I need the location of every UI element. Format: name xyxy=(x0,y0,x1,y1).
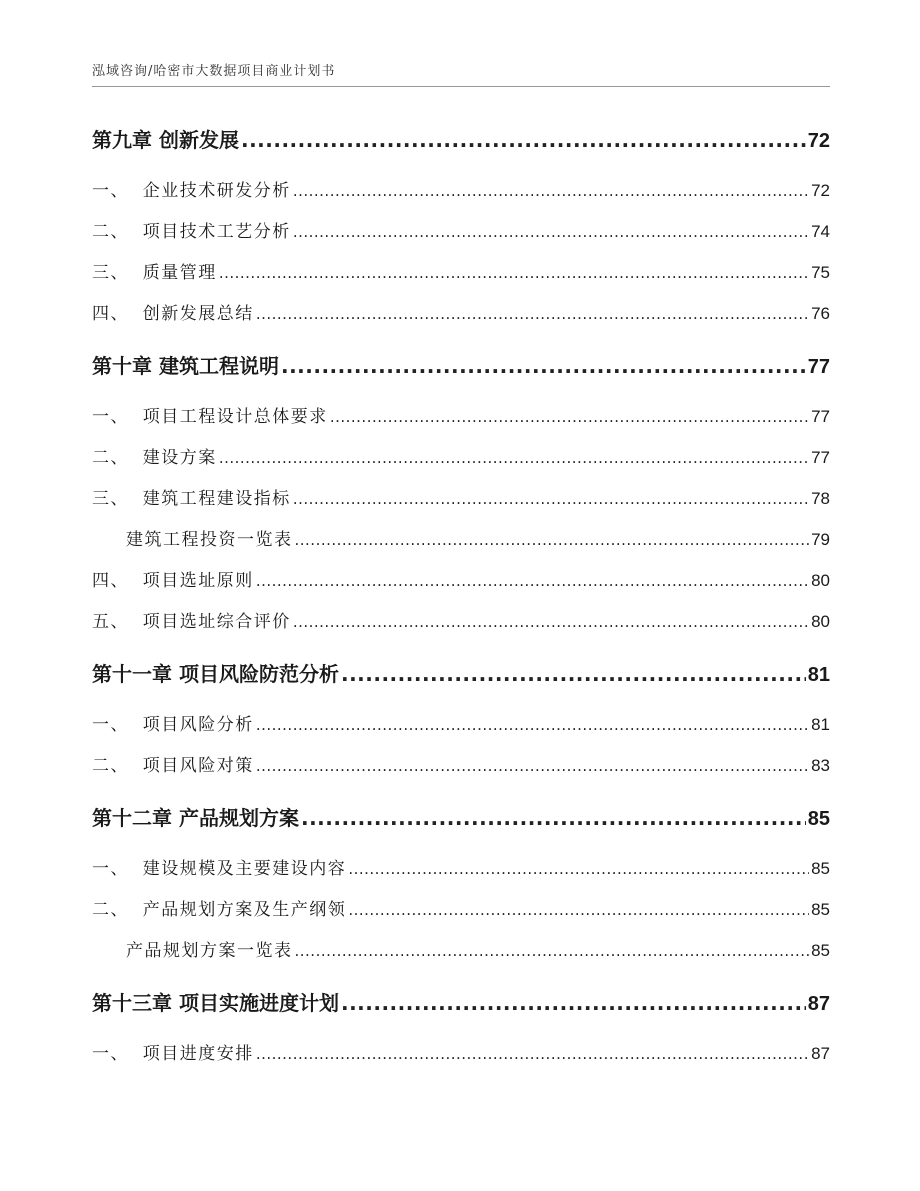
toc-page-number: 74 xyxy=(811,222,830,241)
toc-section-entry[interactable] xyxy=(126,936,830,962)
toc-page-number: 87 xyxy=(811,1044,830,1063)
toc-leader-dots xyxy=(341,991,806,1015)
toc-entry-label: 二、 项目技术工艺分析 xyxy=(92,222,291,242)
toc-page-number: 80 xyxy=(811,571,830,590)
running-header: 泓域咨询/哈密市大数据项目商业计划书 xyxy=(92,64,336,79)
toc-entry-label: 四、 项目选址原则 xyxy=(92,571,254,591)
toc-leader-dots xyxy=(293,490,809,508)
toc-entry-label: 一、 项目风险分析 xyxy=(92,715,254,735)
toc-entry-label: 第九章 创新发展 xyxy=(92,128,239,152)
toc-leader-dots xyxy=(241,128,806,152)
toc-section-entry[interactable] xyxy=(92,484,830,510)
toc-entry-label: 第十一章 项目风险防范分析 xyxy=(92,662,339,686)
toc-leader-dots xyxy=(256,305,809,323)
toc-leader-dots xyxy=(256,1045,809,1063)
toc-leader-dots xyxy=(219,264,809,282)
toc-leader-dots xyxy=(295,942,810,960)
toc-entry-label: 二、 产品规划方案及生产纲领 xyxy=(92,900,347,920)
toc-section-entry[interactable] xyxy=(92,710,830,736)
toc-chapter-entry[interactable] xyxy=(92,124,830,154)
toc-leader-dots xyxy=(341,662,806,686)
toc-entry-label: 五、 项目选址综合评价 xyxy=(92,612,291,632)
toc-page-number: 78 xyxy=(811,489,830,508)
toc-page-number: 81 xyxy=(811,715,830,734)
toc-entry-label: 一、 企业技术研发分析 xyxy=(92,181,291,201)
toc-entry-label: 二、 项目风险对策 xyxy=(92,756,254,776)
toc-entry-label: 第十二章 产品规划方案 xyxy=(92,806,299,830)
toc-section-entry[interactable] xyxy=(126,525,830,551)
toc-page-number: 85 xyxy=(811,900,830,919)
toc-leader-dots xyxy=(293,182,809,200)
toc-page-number: 85 xyxy=(811,859,830,878)
toc-leader-dots xyxy=(256,716,809,734)
toc-chapter-entry[interactable] xyxy=(92,802,830,832)
toc-section-entry[interactable] xyxy=(92,299,830,325)
toc-leader-dots xyxy=(330,408,809,426)
toc-entry-label: 一、 项目进度安排 xyxy=(92,1044,254,1064)
toc-section-entry[interactable] xyxy=(92,895,830,921)
toc-entry-label: 二、 建设方案 xyxy=(92,448,217,468)
toc-section-entry[interactable] xyxy=(92,258,830,284)
toc-leader-dots xyxy=(295,531,810,549)
toc-section-entry[interactable] xyxy=(92,854,830,880)
toc-leader-dots xyxy=(348,860,809,878)
toc-leader-dots xyxy=(256,757,809,775)
toc-leader-dots xyxy=(256,572,809,590)
header-rule xyxy=(92,86,830,87)
toc-entry-label: 产品规划方案一览表 xyxy=(126,941,293,961)
toc-section-entry[interactable] xyxy=(92,176,830,202)
toc-page-number: 77 xyxy=(811,407,830,426)
toc-entry-label: 三、 质量管理 xyxy=(92,263,217,283)
toc-chapter-entry[interactable] xyxy=(92,658,830,688)
toc-entry-label: 第十三章 项目实施进度计划 xyxy=(92,991,339,1015)
toc-section-entry[interactable] xyxy=(92,1039,830,1065)
toc-page-number: 72 xyxy=(807,130,830,152)
toc-leader-dots xyxy=(281,354,806,378)
toc-section-entry[interactable] xyxy=(92,217,830,243)
toc-entry-label: 一、 建设规模及主要建设内容 xyxy=(92,859,347,879)
toc-page-number: 81 xyxy=(807,664,830,686)
toc-entry-label: 第十章 建筑工程说明 xyxy=(92,354,279,378)
toc-page-number: 75 xyxy=(811,263,830,282)
toc-chapter-entry[interactable] xyxy=(92,987,830,1017)
toc-page-number: 79 xyxy=(811,530,830,549)
toc-page-number: 72 xyxy=(811,181,830,200)
toc-section-entry[interactable] xyxy=(92,402,830,428)
toc-section-entry[interactable] xyxy=(92,443,830,469)
toc-section-entry[interactable] xyxy=(92,566,830,592)
toc-page-number: 77 xyxy=(811,448,830,467)
toc-entry-label: 一、 项目工程设计总体要求 xyxy=(92,407,328,427)
toc-leader-dots xyxy=(293,613,809,631)
toc-leader-dots xyxy=(293,223,809,241)
toc-entry-label: 四、 创新发展总结 xyxy=(92,304,254,324)
toc-chapter-entry[interactable] xyxy=(92,350,830,380)
toc-entry-label: 三、 建筑工程建设指标 xyxy=(92,489,291,509)
toc-leader-dots xyxy=(219,449,809,467)
toc-page-number: 80 xyxy=(811,612,830,631)
toc-leader-dots xyxy=(301,806,806,830)
toc-leader-dots xyxy=(348,901,809,919)
toc-section-entry[interactable] xyxy=(92,607,830,633)
toc-entry-label: 建筑工程投资一览表 xyxy=(126,530,293,550)
toc-page-number: 83 xyxy=(811,756,830,775)
toc-page-number: 87 xyxy=(807,993,830,1015)
toc-page-number: 85 xyxy=(807,808,830,830)
toc-section-entry[interactable] xyxy=(92,751,830,777)
toc-page-number: 76 xyxy=(811,304,830,323)
toc-page-number: 85 xyxy=(811,941,830,960)
toc-page-number: 77 xyxy=(807,356,830,378)
